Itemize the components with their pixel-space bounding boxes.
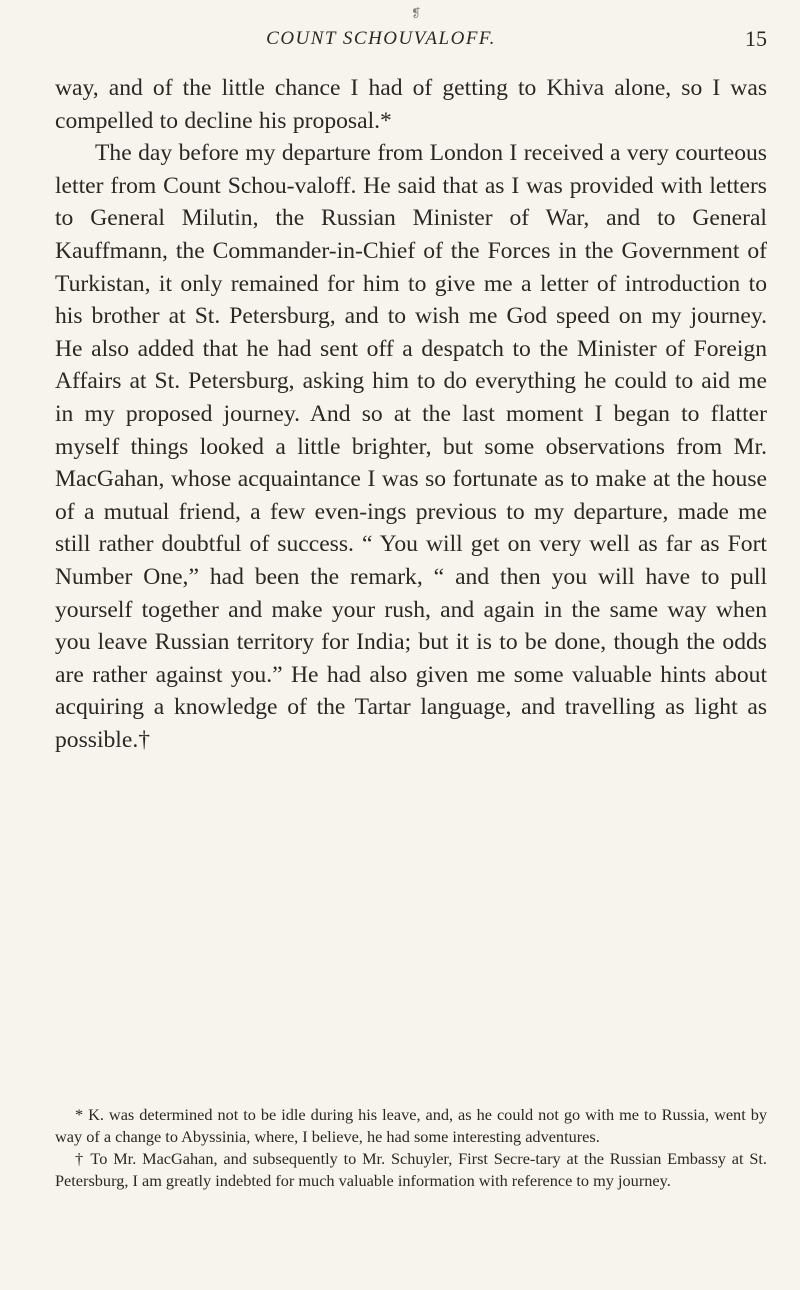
- printer-ornament: ❡: [411, 6, 422, 20]
- page-header: [55, 6, 767, 50]
- footnote-dagger: † To Mr. MacGahan, and subsequently to Mr. Schuyler, First Secre-tary at the Russian Embassy at St. Petersburg, I am greatly indebted for much valuable information with reference to my journey.: [55, 1149, 767, 1190]
- page-number: 15: [745, 26, 767, 51]
- paragraph: The day before my departure from London I received a very courteous letter from Count Schou-valoff. He said that as I was provided with letters to General Milutin, the Russian Minister of War, and to General Kauffmann, the Commander-in-Chief of the Forces in the Government of Turkistan, it only remained for him to give me a letter of introduction to his brother at St. Petersburg, and to wish me God speed on my journey. He also added that he had sent off a despatch to the Minister of Foreign Affairs at St. Petersburg, asking him to do everything he could to aid me in my proposed journey. And so at the last moment I began to flatter myself things looked a little brighter, but some observations from Mr. MacGahan, whose acquaintance I was so fortunate as to make at the house of a mutual friend, a few even-ings previous to my departure, made me still rather doubtful of success. “ You will get on very well as far as Fort Number One,” had been the remark, “ and then you will have to pull yourself together and make your rush, and again in the same way when you leave Russian territory for India; but it is to be done, though the odds are rather against you.” He had also given me some valuable hints about acquiring a knowledge of the Tartar language, and travelling as light as possible.†: [55, 140, 767, 753]
- paragraph-continuation: way, and of the little chance I had of getting to Khiva alone, so I was compelled to decline his proposal.*: [55, 75, 767, 134]
- body-text: [55, 72, 767, 756]
- footnote-asterisk: * K. was determined not to be idle during his leave, and, as he could not go with me to Russia, went by way of a change to Abyssinia, where, I believe, he had some interesting adventures.: [55, 1105, 767, 1146]
- footnotes: [55, 1104, 767, 1192]
- running-head: COUNT SCHOUVALOFF.: [266, 28, 496, 49]
